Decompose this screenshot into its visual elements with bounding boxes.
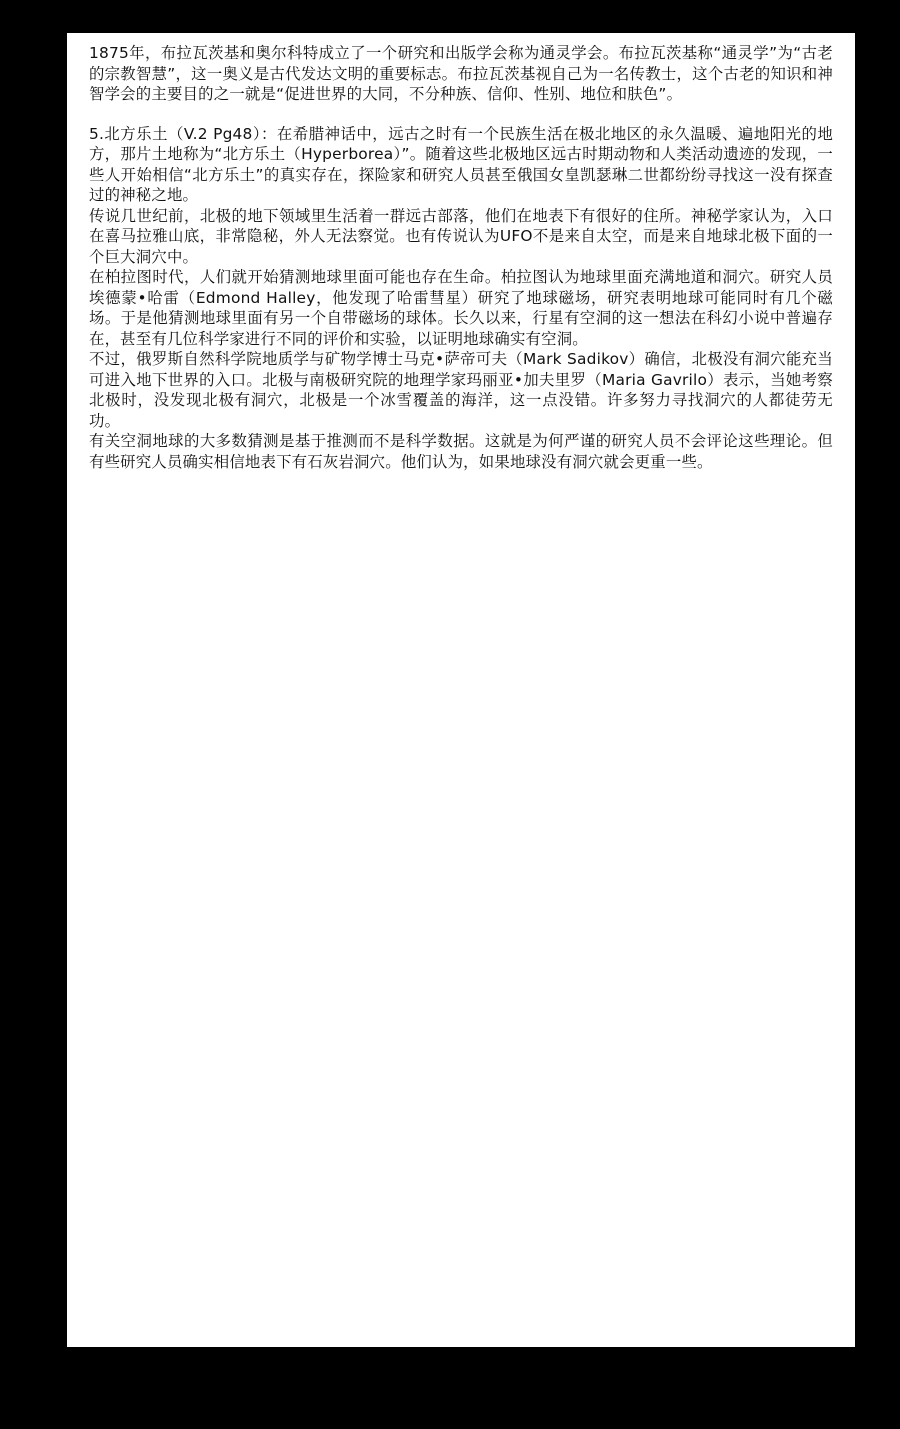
paragraph-spacer — [89, 105, 833, 124]
document-page — [67, 33, 855, 1347]
paragraph-hyperborea: 5.北方乐土（V.2 Pg48）：在希腊神话中，远古之时有一个民族生活在极北地区的永久温暖、遍地阳光的地方，那片土地称为“北方乐土（Hyperborea）”。随着这些北极地区远古时期动物和人类活动遗迹的发现，一些人开始相信“北方乐土”的真实存在，探险家和研究人员甚至俄国女皇凯瑟琳二世都纷纷寻找这一没有探查过的神秘之地。 — [89, 124, 833, 204]
paragraph-plato-halley: 在柏拉图时代，人们就开始猜测地球里面可能也存在生命。柏拉图认为地球里面充满地道和洞穴。研究人员埃德蒙•哈雷（Edmond Halley，他发现了哈雷彗星）研究了地球磁场，研究表明地球可能同时有几个磁场。于是他猜测地球里面有另一个自带磁场的球体。长久以来，行星有空洞的这一想法在科幻小说中普遍存在，甚至有几位科学家进行不同的评价和实验，以证明地球确实有空洞。 — [89, 268, 833, 348]
paragraph-hollow-earth-speculation: 有关空洞地球的大多数猜测是基于推测而不是科学数据。这就是为何严谨的研究人员不会评论这些理论。但有些研究人员确实相信地表下有石灰岩洞穴。他们认为，如果地球没有洞穴就会更重一些。 — [89, 432, 833, 471]
paragraph-underground-tribes: 传说几世纪前，北极的地下领域里生活着一群远古部落，他们在地表下有很好的住所。神秘学家认为，入口在喜马拉雅山底，非常隐秘，外人无法察觉。也有传说认为UFO不是来自太空，而是来自地球北极下面的一个巨大洞穴中。 — [89, 206, 833, 266]
paragraph-theosophical-society: 1875年，布拉瓦茨基和奥尔科特成立了一个研究和出版学会称为通灵学会。布拉瓦茨基称“通灵学”为“古老的宗教智慧”，这一奥义是古代发达文明的重要标志。布拉瓦茨基视自己为一名传教士，这个古老的知识和神智学会的主要目的之一就是“促进世界的大同，不分种族、信仰、性别、地位和肤色”。 — [89, 44, 833, 103]
paragraph-sadikov-gavrilo: 不过，俄罗斯自然科学院地质学与矿物学博士马克•萨帝可夫（Mark Sadikov）确信，北极没有洞穴能充当可进入地下世界的入口。北极与南极研究院的地理学家玛丽亚•加夫里罗（Maria Gavrilo）表示，当她考察北极时，没发现北极有洞穴，北极是一个冰雪覆盖的海洋，这一点没错。许多努力寻找洞穴的人都徒劳无功。 — [89, 350, 833, 430]
